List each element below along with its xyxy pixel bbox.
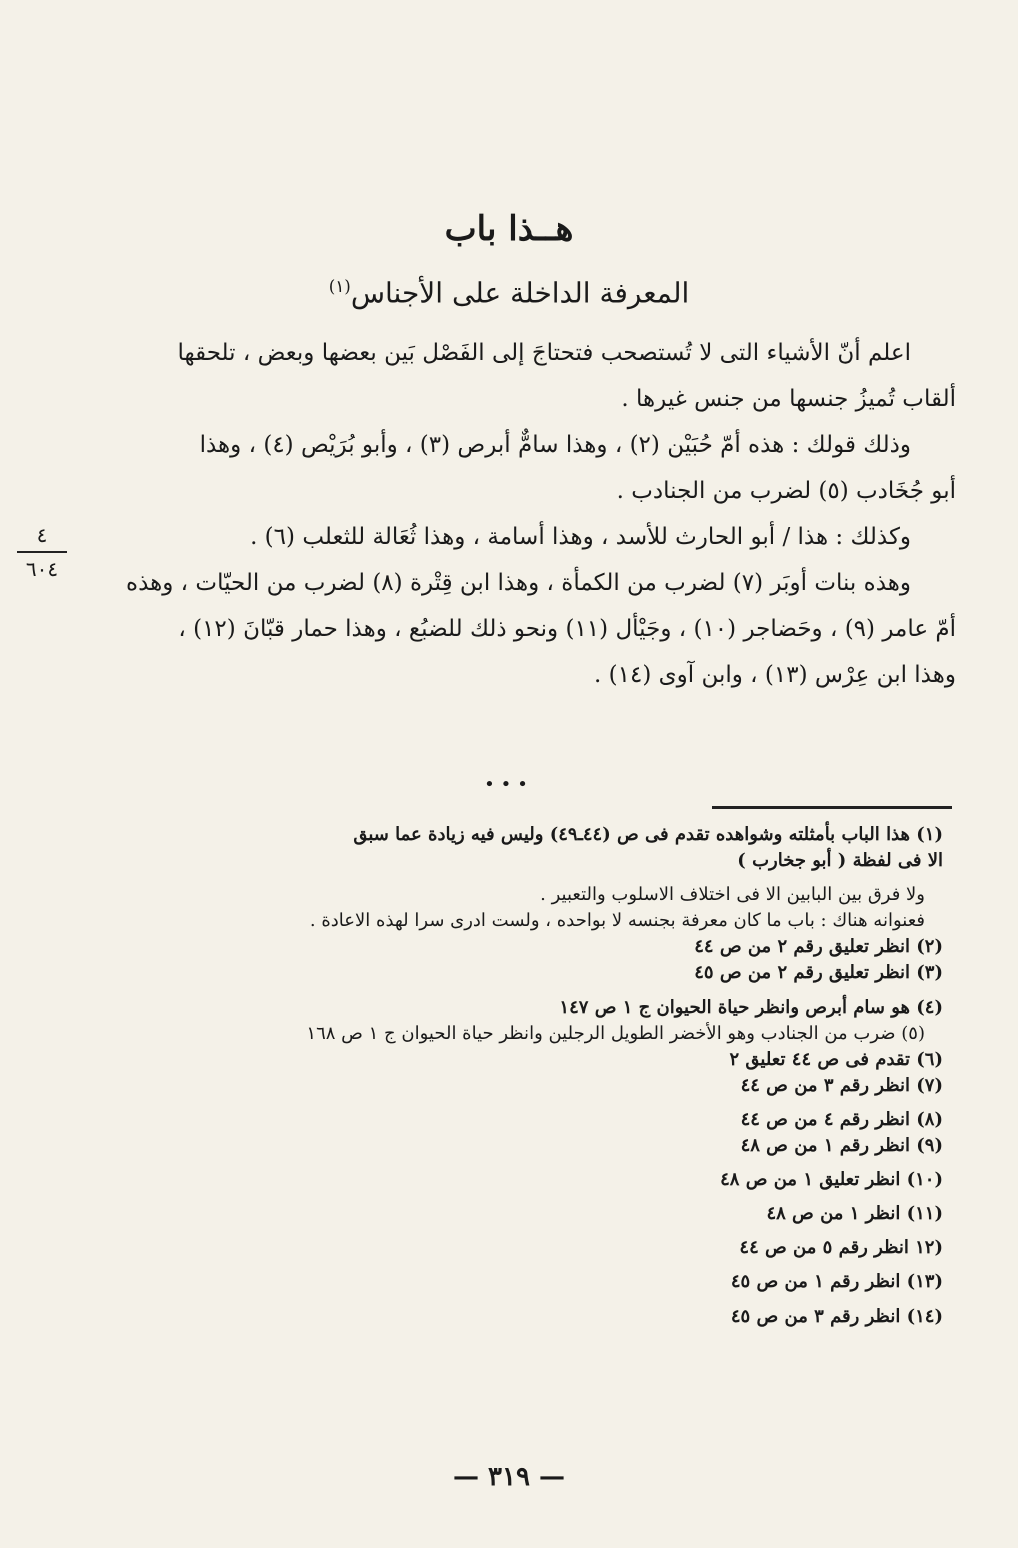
body-line: وذلك قولك : هذه أمّ حُبَيْن (٢) ، وهذا سامٌّ أبرص (٣) ، وأبو بُرَيْص (٤) ، وهذا: [199, 432, 911, 458]
body-line: أبو جُخَادب (٥) لضرب من الجنادب .: [616, 478, 956, 504]
page-number: — ٣١٩ —: [452, 1462, 566, 1492]
margin-ref-page: ٦٠٤: [25, 557, 59, 581]
footnote-12: (١٢ انظر رقم ٥ من ص ٤٤: [739, 1237, 943, 1259]
chapter-heading: هــذا باب: [444, 209, 574, 249]
body-line: وهذه بنات أوبَر (٧) لضرب من الكمأة ، وهذا ابن قِتْرة (٨) لضرب من الحيّات ، وهذه: [126, 570, 911, 596]
footnote-8: (٨) انظر رقم ٤ من ص ٤٤: [740, 1108, 943, 1130]
subheading-text: المعرفة الداخلة على الأجناس: [350, 276, 690, 310]
body-text: [76, 340, 956, 708]
paragraph-4: [76, 570, 956, 708]
paragraph-1: [76, 340, 956, 432]
footnote-rule: [712, 806, 952, 809]
body-line: ألقاب تُميزُ جنسها من جنس غيرها .: [621, 386, 956, 412]
footnote-7: (٧) انظر رقم ٣ من ص ٤٤: [740, 1074, 943, 1096]
paragraph-3: [76, 524, 956, 570]
section-separator: •••: [484, 774, 534, 795]
chapter-subheading: [0, 276, 1018, 310]
paragraph-2: [76, 432, 956, 524]
footnote-11: (١١) انظر ١ من ص ٤٨: [766, 1203, 943, 1225]
footnotes: [83, 822, 943, 1330]
footnote-14: (١٤) انظر رقم ٣ من ص ٤٥: [730, 1305, 943, 1327]
footnote-9: (٩) انظر رقم ١ من ص ٤٨: [740, 1135, 943, 1157]
footnote-13: (١٣) انظر رقم ١ من ص ٤٥: [730, 1271, 943, 1293]
body-line: وهذا ابن عِرْس (١٣) ، وابن آوى (١٤) .: [594, 662, 956, 688]
footnote-2: (٢) انظر تعليق رقم ٢ من ص ٤٤: [694, 936, 943, 958]
body-line: أمّ عامر (٩) ، وحَضاجر (١٠) ، وجَيْأل (١١) ونحو ذلك للضبُع ، وهذا حمار قبّانَ (١٢) ،: [178, 616, 956, 642]
footnote-1-line-4: فعنوانه هناك : باب ما كان معرفة بجنسه لا بواحده ، ولست ادرى سرا لهذه الاعادة .: [309, 910, 925, 932]
footnote-1-line-2: الا فى لفظة ( أبو جخارب ): [737, 850, 943, 872]
footnote-6: (٦) تقدم فى ص ٤٤ تعليق ٢: [729, 1048, 943, 1070]
body-line: اعلم أنّ الأشياء التى لا تُستصحب فتحتاجَ إلى الفَصْل بَين بعضها وبعض ، تلحقها: [177, 340, 911, 366]
margin-ref-volume: ٤: [17, 525, 67, 553]
subheading-footnote-ref: (١): [328, 276, 351, 296]
footnote-3: (٣) انظر تعليق رقم ٢ من ص ٤٥: [694, 962, 943, 984]
footnote-4: (٤) هو سام أبرص وانظر حياة الحيوان ج ١ ص ١٤٧: [559, 996, 943, 1018]
footnote-5: (٥) ضرب من الجنادب وهو الأخضر الطويل الرجلين وانظر حياة الحيوان ج ١ ص ١٦٨: [306, 1022, 925, 1044]
margin-page-reference: [17, 525, 67, 579]
footnote-10: (١٠) انظر تعليق ١ من ص ٤٨: [720, 1169, 943, 1191]
footnote-1-line-3: ولا فرق بين البابين الا فى اختلاف الاسلوب والتعبير .: [540, 884, 925, 906]
body-line: وكذلك : هذا / أبو الحارث للأسد ، وهذا أسامة ، وهذا ثُعَالة للثعلب (٦) .: [250, 524, 911, 550]
footnote-1: (١) هذا الباب بأمثلته وشواهده تقدم فى ص (٤٤ـ٤٩) وليس فيه زيادة عما سبق: [353, 824, 943, 845]
